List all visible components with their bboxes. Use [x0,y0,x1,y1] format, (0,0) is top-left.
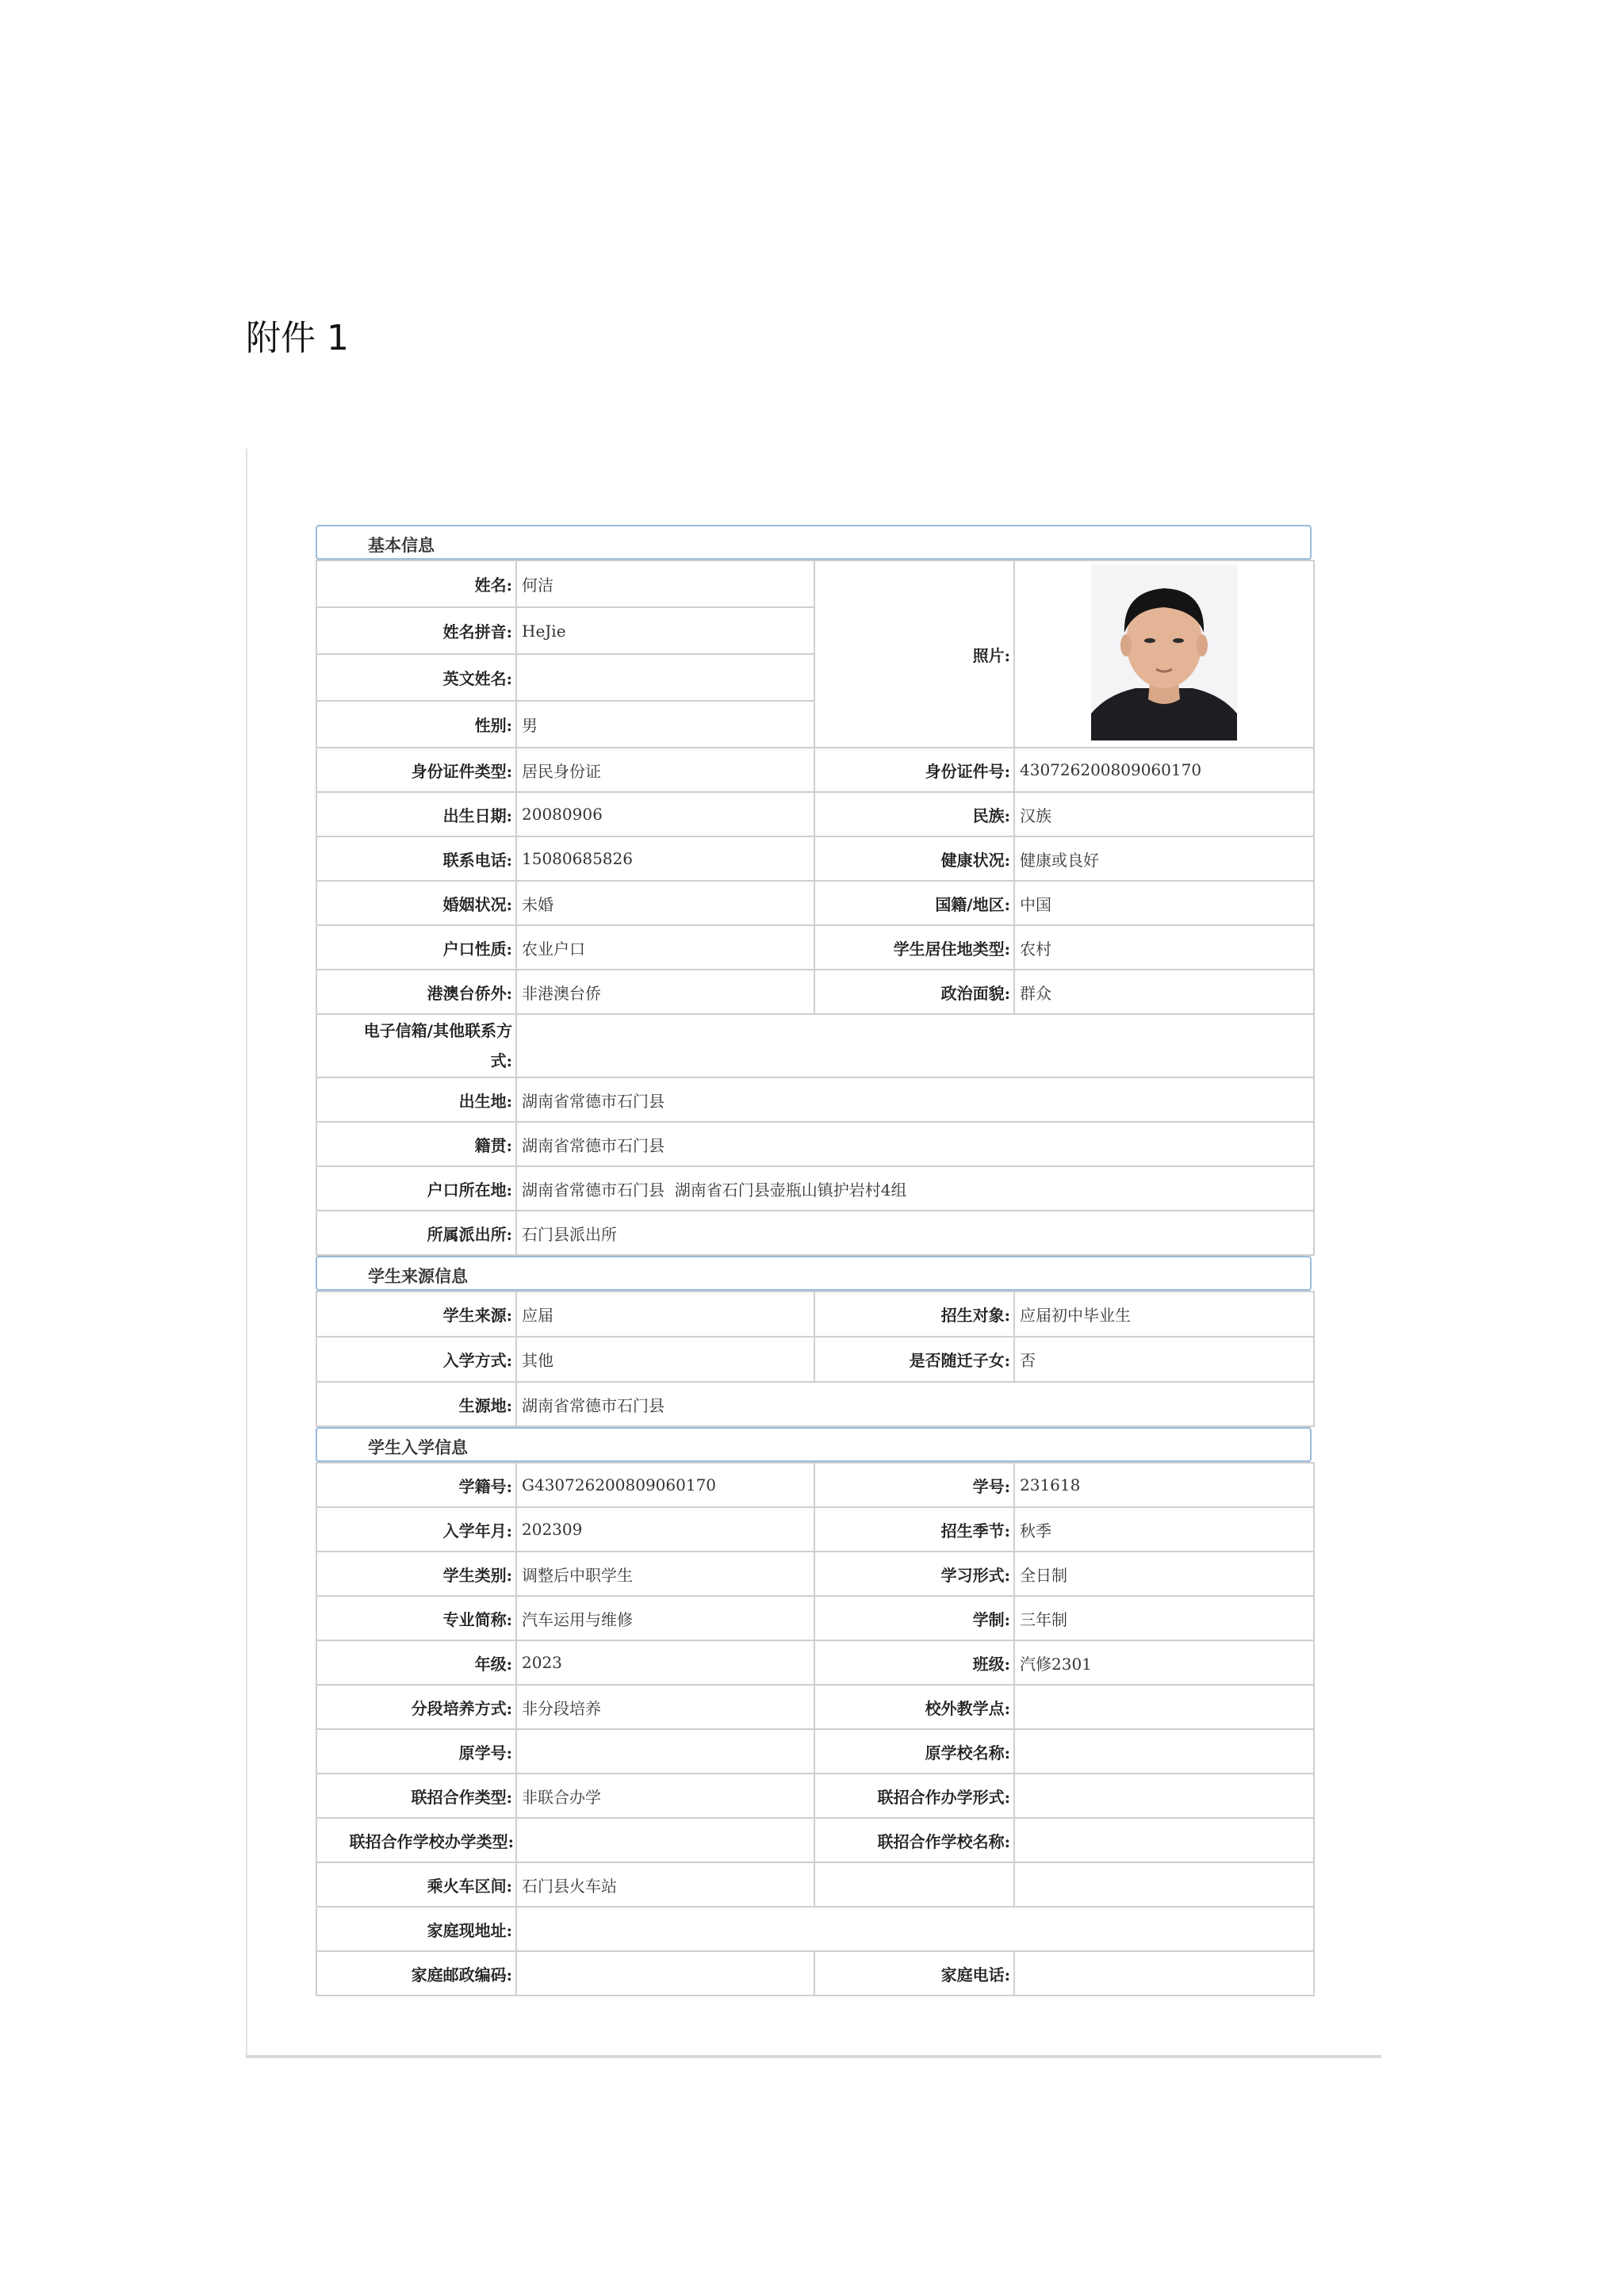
table-row [316,1862,1314,1907]
table-row [316,1951,1314,1996]
birth-label: 出生日期: [316,792,516,836]
table-row [316,1907,1314,1951]
enroll-info-table [316,1462,1315,1996]
email-value [516,1014,1314,1077]
email-label [316,1014,516,1077]
pinyin-label: 姓名拼音: [316,607,516,654]
id-type-value: 居民身份证 [516,748,814,792]
table-row [316,1122,1314,1166]
table-row [316,1640,1314,1685]
id-no-label: 身份证件号: [814,748,1014,792]
residence-type-value: 农村 [1014,925,1314,970]
health-value: 健康或良好 [1014,836,1314,881]
table-row [316,925,1314,970]
hukou-type-label: 户口性质: [316,925,516,970]
zip-value [516,1951,814,1996]
section-header-source [316,1256,1312,1291]
migrant-label: 是否随迁子女: [814,1337,1014,1382]
native-value: 湖南省常德市石门县 [516,1122,1314,1166]
joint-form-label: 联招合作办学形式: [814,1774,1014,1818]
student-photo [1091,564,1237,740]
table-row [316,1818,1314,1862]
native-label: 籍贯: [316,1122,516,1166]
season-label: 招生季节: [814,1507,1014,1552]
table-row [316,1552,1314,1596]
section-header-enroll [316,1427,1312,1462]
grade-label: 年级: [316,1640,516,1685]
section-title-basic: 基本信息 [368,536,435,555]
duration-label: 学制: [814,1596,1014,1640]
orig-no-value [516,1729,814,1774]
train-value: 石门县火车站 [516,1862,814,1907]
page-frame-bottom-border [246,2055,1381,2058]
section-title-source: 学生来源信息 [368,1267,468,1286]
source-place-value: 湖南省常德市石门县 [516,1382,1314,1426]
source-place-label: 生源地: [316,1382,516,1426]
origin-label: 学生来源: [316,1292,516,1337]
hmt-value: 非港澳台侨 [516,970,814,1014]
target-label: 招生对象: [814,1292,1014,1337]
table-row [316,881,1314,925]
table-row [316,1729,1314,1774]
political-label: 政治面貌: [814,970,1014,1014]
table-row [316,1596,1314,1640]
study-form-value: 全日制 [1014,1552,1314,1596]
table-row [316,836,1314,881]
english-name-value [516,654,814,701]
name-value: 何洁 [516,561,814,607]
joint-school-name-label: 联招合作学校名称: [814,1818,1014,1862]
section-title-enroll: 学生入学信息 [368,1438,468,1457]
student-no-label: 学号: [814,1463,1014,1507]
table-row [316,1337,1314,1382]
origin-value: 应届 [516,1292,814,1337]
nationality-label: 国籍/地区: [814,881,1014,925]
hukou-type-value: 农业户口 [516,925,814,970]
offsite-value [1014,1685,1314,1729]
hmt-label: 港澳台侨外: [316,970,516,1014]
entry-mode-value: 其他 [516,1337,814,1382]
migrant-value: 否 [1014,1337,1314,1382]
zip-label: 家庭邮政编码: [316,1951,516,1996]
season-value: 秋季 [1014,1507,1314,1552]
gender-label: 性别: [316,701,516,748]
attachment-title: 附件 1 [246,318,349,358]
section-header-basic [316,525,1312,560]
police-value: 石门县派出所 [516,1211,1314,1255]
home-addr-label: 家庭现地址: [316,1907,516,1951]
stage-label: 分段培养方式: [316,1685,516,1729]
study-form-label: 学习形式: [814,1552,1014,1596]
id-no-value: 430726200809060170 [1014,748,1314,792]
table-row [316,1382,1314,1426]
table-row [316,1014,1314,1077]
major-label: 专业简称: [316,1596,516,1640]
health-label: 健康状况: [814,836,1014,881]
marital-value: 未婚 [516,881,814,925]
table-row [316,1685,1314,1729]
class-value: 汽修2301 [1014,1640,1314,1685]
photo-label: 照片: [814,561,1014,748]
joint-type-label: 联招合作类型: [316,1774,516,1818]
orig-school-label: 原学校名称: [814,1729,1014,1774]
english-name-label: 英文姓名: [316,654,516,701]
joint-form-value [1014,1774,1314,1818]
table-row [316,1774,1314,1818]
photo-cell [1014,561,1314,748]
table-row [316,748,1314,792]
orig-school-value [1014,1729,1314,1774]
pinyin-value: HeJie [516,607,814,654]
political-value: 群众 [1014,970,1314,1014]
police-label: 所属派出所: [316,1211,516,1255]
hukou-addr-value: 湖南省常德市石门县 湖南省石门县壶瓶山镇护岩村4组 [516,1166,1314,1211]
category-value: 调整后中职学生 [516,1552,814,1596]
joint-school-type-label: 联招合作学校办学类型: [316,1818,516,1862]
home-phone-label: 家庭电话: [814,1951,1014,1996]
duration-value: 三年制 [1014,1596,1314,1640]
table-row [316,1211,1314,1255]
grade-value: 2023 [516,1640,814,1685]
home-addr-value [516,1907,1314,1951]
email-label-line2: 式: [490,1051,512,1070]
reg-no-label: 学籍号: [316,1463,516,1507]
class-label: 班级: [814,1640,1014,1685]
joint-type-value: 非联合办学 [516,1774,814,1818]
table-row [316,1292,1314,1337]
student-no-value: 231618 [1014,1463,1314,1507]
phone-value: 15080685826 [516,836,814,881]
ethnic-label: 民族: [814,792,1014,836]
empty-cell [1014,1862,1314,1907]
nationality-value: 中国 [1014,881,1314,925]
joint-school-type-value [516,1818,814,1862]
birthplace-label: 出生地: [316,1077,516,1122]
table-row [316,792,1314,836]
ethnic-value: 汉族 [1014,792,1314,836]
page-frame-left-border [246,449,247,2058]
empty-cell [814,1862,1014,1907]
source-info-table [316,1291,1315,1427]
table-row [316,1077,1314,1122]
email-label-line1: 电子信箱/其他联系方 [363,1021,512,1040]
birthplace-value: 湖南省常德市石门县 [516,1077,1314,1122]
category-label: 学生类别: [316,1552,516,1596]
joint-school-name-value [1014,1818,1314,1862]
table-row [316,1463,1314,1507]
table-row [316,970,1314,1014]
id-type-label: 身份证件类型: [316,748,516,792]
table-row [316,1507,1314,1552]
train-label: 乘火车区间: [316,1862,516,1907]
residence-type-label: 学生居住地类型: [814,925,1014,970]
orig-no-label: 原学号: [316,1729,516,1774]
hukou-addr-label: 户口所在地: [316,1166,516,1211]
entry-ym-value: 202309 [516,1507,814,1552]
major-value: 汽车运用与维修 [516,1596,814,1640]
birth-value: 20080906 [516,792,814,836]
stage-value: 非分段培养 [516,1685,814,1729]
marital-label: 婚姻状况: [316,881,516,925]
entry-mode-label: 入学方式: [316,1337,516,1382]
table-row [316,1166,1314,1211]
basic-info-table [316,560,1315,1256]
reg-no-value: G430726200809060170 [516,1463,814,1507]
gender-value: 男 [516,701,814,748]
name-label: 姓名: [316,561,516,607]
home-phone-value [1014,1951,1314,1996]
table-row [316,561,1314,607]
entry-ym-label: 入学年月: [316,1507,516,1552]
target-value: 应届初中毕业生 [1014,1292,1314,1337]
offsite-label: 校外教学点: [814,1685,1014,1729]
phone-label: 联系电话: [316,836,516,881]
